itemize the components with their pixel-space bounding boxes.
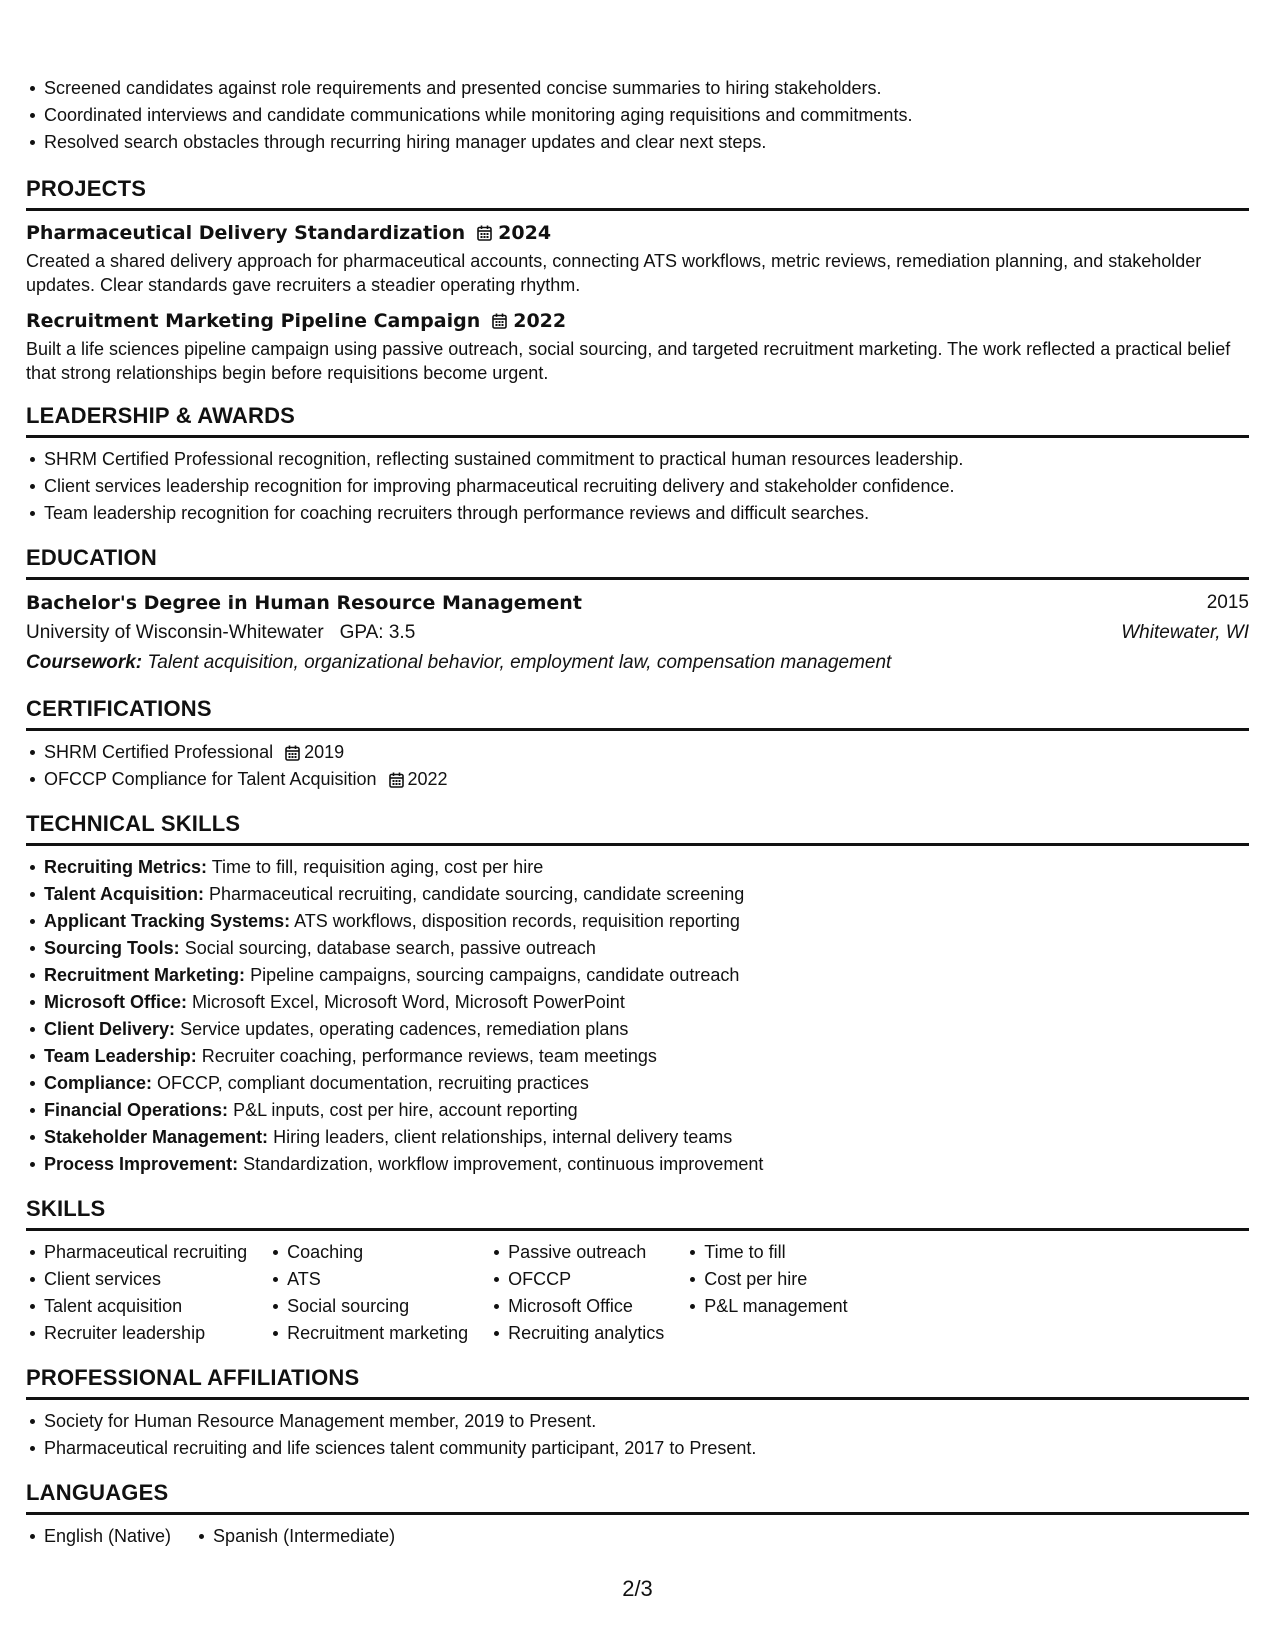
technical-skills-heading: TECHNICAL SKILLS: [26, 811, 1249, 846]
projects-heading: PROJECTS: [26, 176, 1249, 211]
leadership-item: SHRM Certified Professional recognition, reflecting sustained commitment to practical human resources leadership.: [26, 446, 1249, 473]
skill-item: Recruiting analytics: [490, 1320, 664, 1347]
affiliation-item: Society for Human Resource Management member, 2019 to Present.: [26, 1408, 1249, 1435]
skill-item: Client services: [26, 1266, 247, 1293]
skill-item: OFCCP: [490, 1266, 664, 1293]
skills-heading: SKILLS: [26, 1196, 1249, 1231]
school-location: Whitewater, WI: [1121, 622, 1249, 643]
skill-value: Recruiter coaching, performance reviews, team meetings: [201, 1046, 657, 1066]
skill-value: P&L inputs, cost per hire, account reporting: [233, 1100, 578, 1120]
calendar-icon: [492, 313, 507, 329]
skill-label: Talent Acquisition:: [44, 884, 204, 904]
technical-skill-item: [26, 935, 1249, 962]
technical-skill-item: [26, 1043, 1249, 1070]
skill-item: Pharmaceutical recruiting: [26, 1239, 247, 1266]
technical-skill-item: [26, 1070, 1249, 1097]
experience-bullet: Resolved search obstacles through recurring hiring manager updates and clear next steps.: [26, 129, 1249, 156]
skill-value: Service updates, operating cadences, remediation plans: [180, 1019, 629, 1039]
leadership-item: Team leadership recognition for coaching recruiters through performance reviews and difficult searches.: [26, 500, 1249, 527]
skill-item: Microsoft Office: [490, 1293, 664, 1320]
skill-label: Process Improvement:: [44, 1154, 239, 1174]
school-name: University of Wisconsin-Whitewater: [26, 622, 324, 643]
skill-item: Recruitment marketing: [269, 1320, 468, 1347]
degree: Bachelor's Degree in Human Resource Management: [26, 592, 582, 614]
experience-bullets: [26, 75, 1249, 156]
calendar-icon: [285, 745, 300, 761]
skills-column: [26, 1239, 247, 1347]
language-item: English (Native): [26, 1523, 171, 1550]
leadership-heading: LEADERSHIP & AWARDS: [26, 403, 1249, 438]
certification-item: [26, 739, 1249, 766]
coursework-label: Coursework:: [26, 652, 143, 673]
skill-item: Cost per hire: [686, 1266, 847, 1293]
project-description: Built a life sciences pipeline campaign using passive outreach, social sourcing, and targeted recruitment marketing. The work reflected a practical belief that strong relationships begin before requisitions become urgent.: [26, 339, 1231, 383]
skill-item: Social sourcing: [269, 1293, 468, 1320]
skill-value: Standardization, workflow improvement, continuous improvement: [243, 1154, 764, 1174]
skill-value: Pharmaceutical recruiting, candidate sourcing, candidate screening: [209, 884, 745, 904]
certification-year: 2019: [304, 742, 345, 762]
coursework: [26, 648, 1249, 678]
skill-value: ATS workflows, disposition records, requisition reporting: [294, 911, 740, 931]
skill-label: Team Leadership:: [44, 1046, 197, 1066]
skill-label: Applicant Tracking Systems:: [44, 911, 291, 931]
skill-value: Hiring leaders, client relationships, internal delivery teams: [273, 1127, 733, 1147]
certification-item: [26, 766, 1249, 793]
leadership-list: [26, 446, 1249, 527]
affiliation-item: Pharmaceutical recruiting and life sciences talent community participant, 2017 to Present.: [26, 1435, 1249, 1462]
project-year: 2022: [513, 310, 567, 332]
project-title: Recruitment Marketing Pipeline Campaign: [26, 310, 481, 332]
skill-label: Recruitment Marketing:: [44, 965, 246, 985]
page-number: 2/3: [622, 1576, 653, 1601]
affiliations-heading: PROFESSIONAL AFFILIATIONS: [26, 1365, 1249, 1400]
skill-value: Social sourcing, database search, passive outreach: [184, 938, 596, 958]
technical-skill-item: [26, 1097, 1249, 1124]
skill-label: Sourcing Tools:: [44, 938, 180, 958]
certification-name: OFCCP Compliance for Talent Acquisition: [44, 769, 377, 789]
technical-skill-item: [26, 1016, 1249, 1043]
technical-skill-item: [26, 1151, 1249, 1178]
skills-column: [490, 1239, 664, 1347]
certifications-list: [26, 739, 1249, 793]
skill-label: Financial Operations:: [44, 1100, 229, 1120]
leadership-item: Client services leadership recognition for improving pharmaceutical recruiting delivery and stakeholder confidence.: [26, 473, 1249, 500]
technical-skills-list: [26, 854, 1249, 1178]
language-item: Spanish (Intermediate): [195, 1523, 395, 1550]
graduation-year: 2015: [1206, 592, 1249, 613]
skill-value: Pipeline campaigns, sourcing campaigns, candidate outreach: [250, 965, 740, 985]
education-entry: [26, 588, 1249, 678]
project-description: Created a shared delivery approach for pharmaceutical accounts, connecting ATS workflows, metric reviews, remediation planning, and stakeholder updates. Clear standards gave recruiters a steadier operating rhythm.: [26, 251, 1202, 295]
certification-year: 2022: [407, 769, 448, 789]
skill-item: ATS: [269, 1266, 468, 1293]
affiliations-list: [26, 1408, 1249, 1462]
certifications-heading: CERTIFICATIONS: [26, 696, 1249, 731]
resume-page: [26, 75, 1249, 1550]
project-item: [26, 219, 1249, 297]
skill-value: Microsoft Excel, Microsoft Word, Microsoft PowerPoint: [192, 992, 625, 1012]
technical-skill-item: [26, 854, 1249, 881]
skill-item: Time to fill: [686, 1239, 847, 1266]
languages-heading: LANGUAGES: [26, 1480, 1249, 1515]
skill-item: Passive outreach: [490, 1239, 664, 1266]
project-item: [26, 307, 1249, 385]
languages-list: [26, 1523, 1249, 1550]
skill-item: Talent acquisition: [26, 1293, 247, 1320]
gpa: GPA: 3.5: [339, 622, 416, 643]
calendar-icon: [477, 225, 492, 241]
technical-skill-item: [26, 962, 1249, 989]
skill-value: OFCCP, compliant documentation, recruiting practices: [157, 1073, 589, 1093]
technical-skill-item: [26, 989, 1249, 1016]
skills-column: [686, 1239, 847, 1347]
skill-label: Compliance:: [44, 1073, 153, 1093]
technical-skill-item: [26, 1124, 1249, 1151]
skill-value: Time to fill, requisition aging, cost per hire: [211, 857, 544, 877]
skill-label: Microsoft Office:: [44, 992, 188, 1012]
education-heading: EDUCATION: [26, 545, 1249, 580]
experience-bullet: Coordinated interviews and candidate communications while monitoring aging requisitions and commitments.: [26, 102, 1249, 129]
skill-item: P&L management: [686, 1293, 847, 1320]
technical-skill-item: [26, 908, 1249, 935]
skill-item: Coaching: [269, 1239, 468, 1266]
calendar-icon: [389, 772, 404, 788]
skill-item: Recruiter leadership: [26, 1320, 247, 1347]
skill-label: Client Delivery:: [44, 1019, 176, 1039]
project-title: Pharmaceutical Delivery Standardization: [26, 222, 466, 244]
coursework-list: Talent acquisition, organizational behavior, employment law, compensation management: [147, 652, 892, 673]
skills-column: [269, 1239, 468, 1347]
certification-name: SHRM Certified Professional: [44, 742, 274, 762]
project-year: 2024: [498, 222, 552, 244]
skill-label: Recruiting Metrics:: [44, 857, 208, 877]
technical-skill-item: [26, 881, 1249, 908]
experience-bullet: Screened candidates against role requirements and presented concise summaries to hiring stakeholders.: [26, 75, 1249, 102]
skills-grid: [26, 1239, 1249, 1347]
skill-label: Stakeholder Management:: [44, 1127, 269, 1147]
